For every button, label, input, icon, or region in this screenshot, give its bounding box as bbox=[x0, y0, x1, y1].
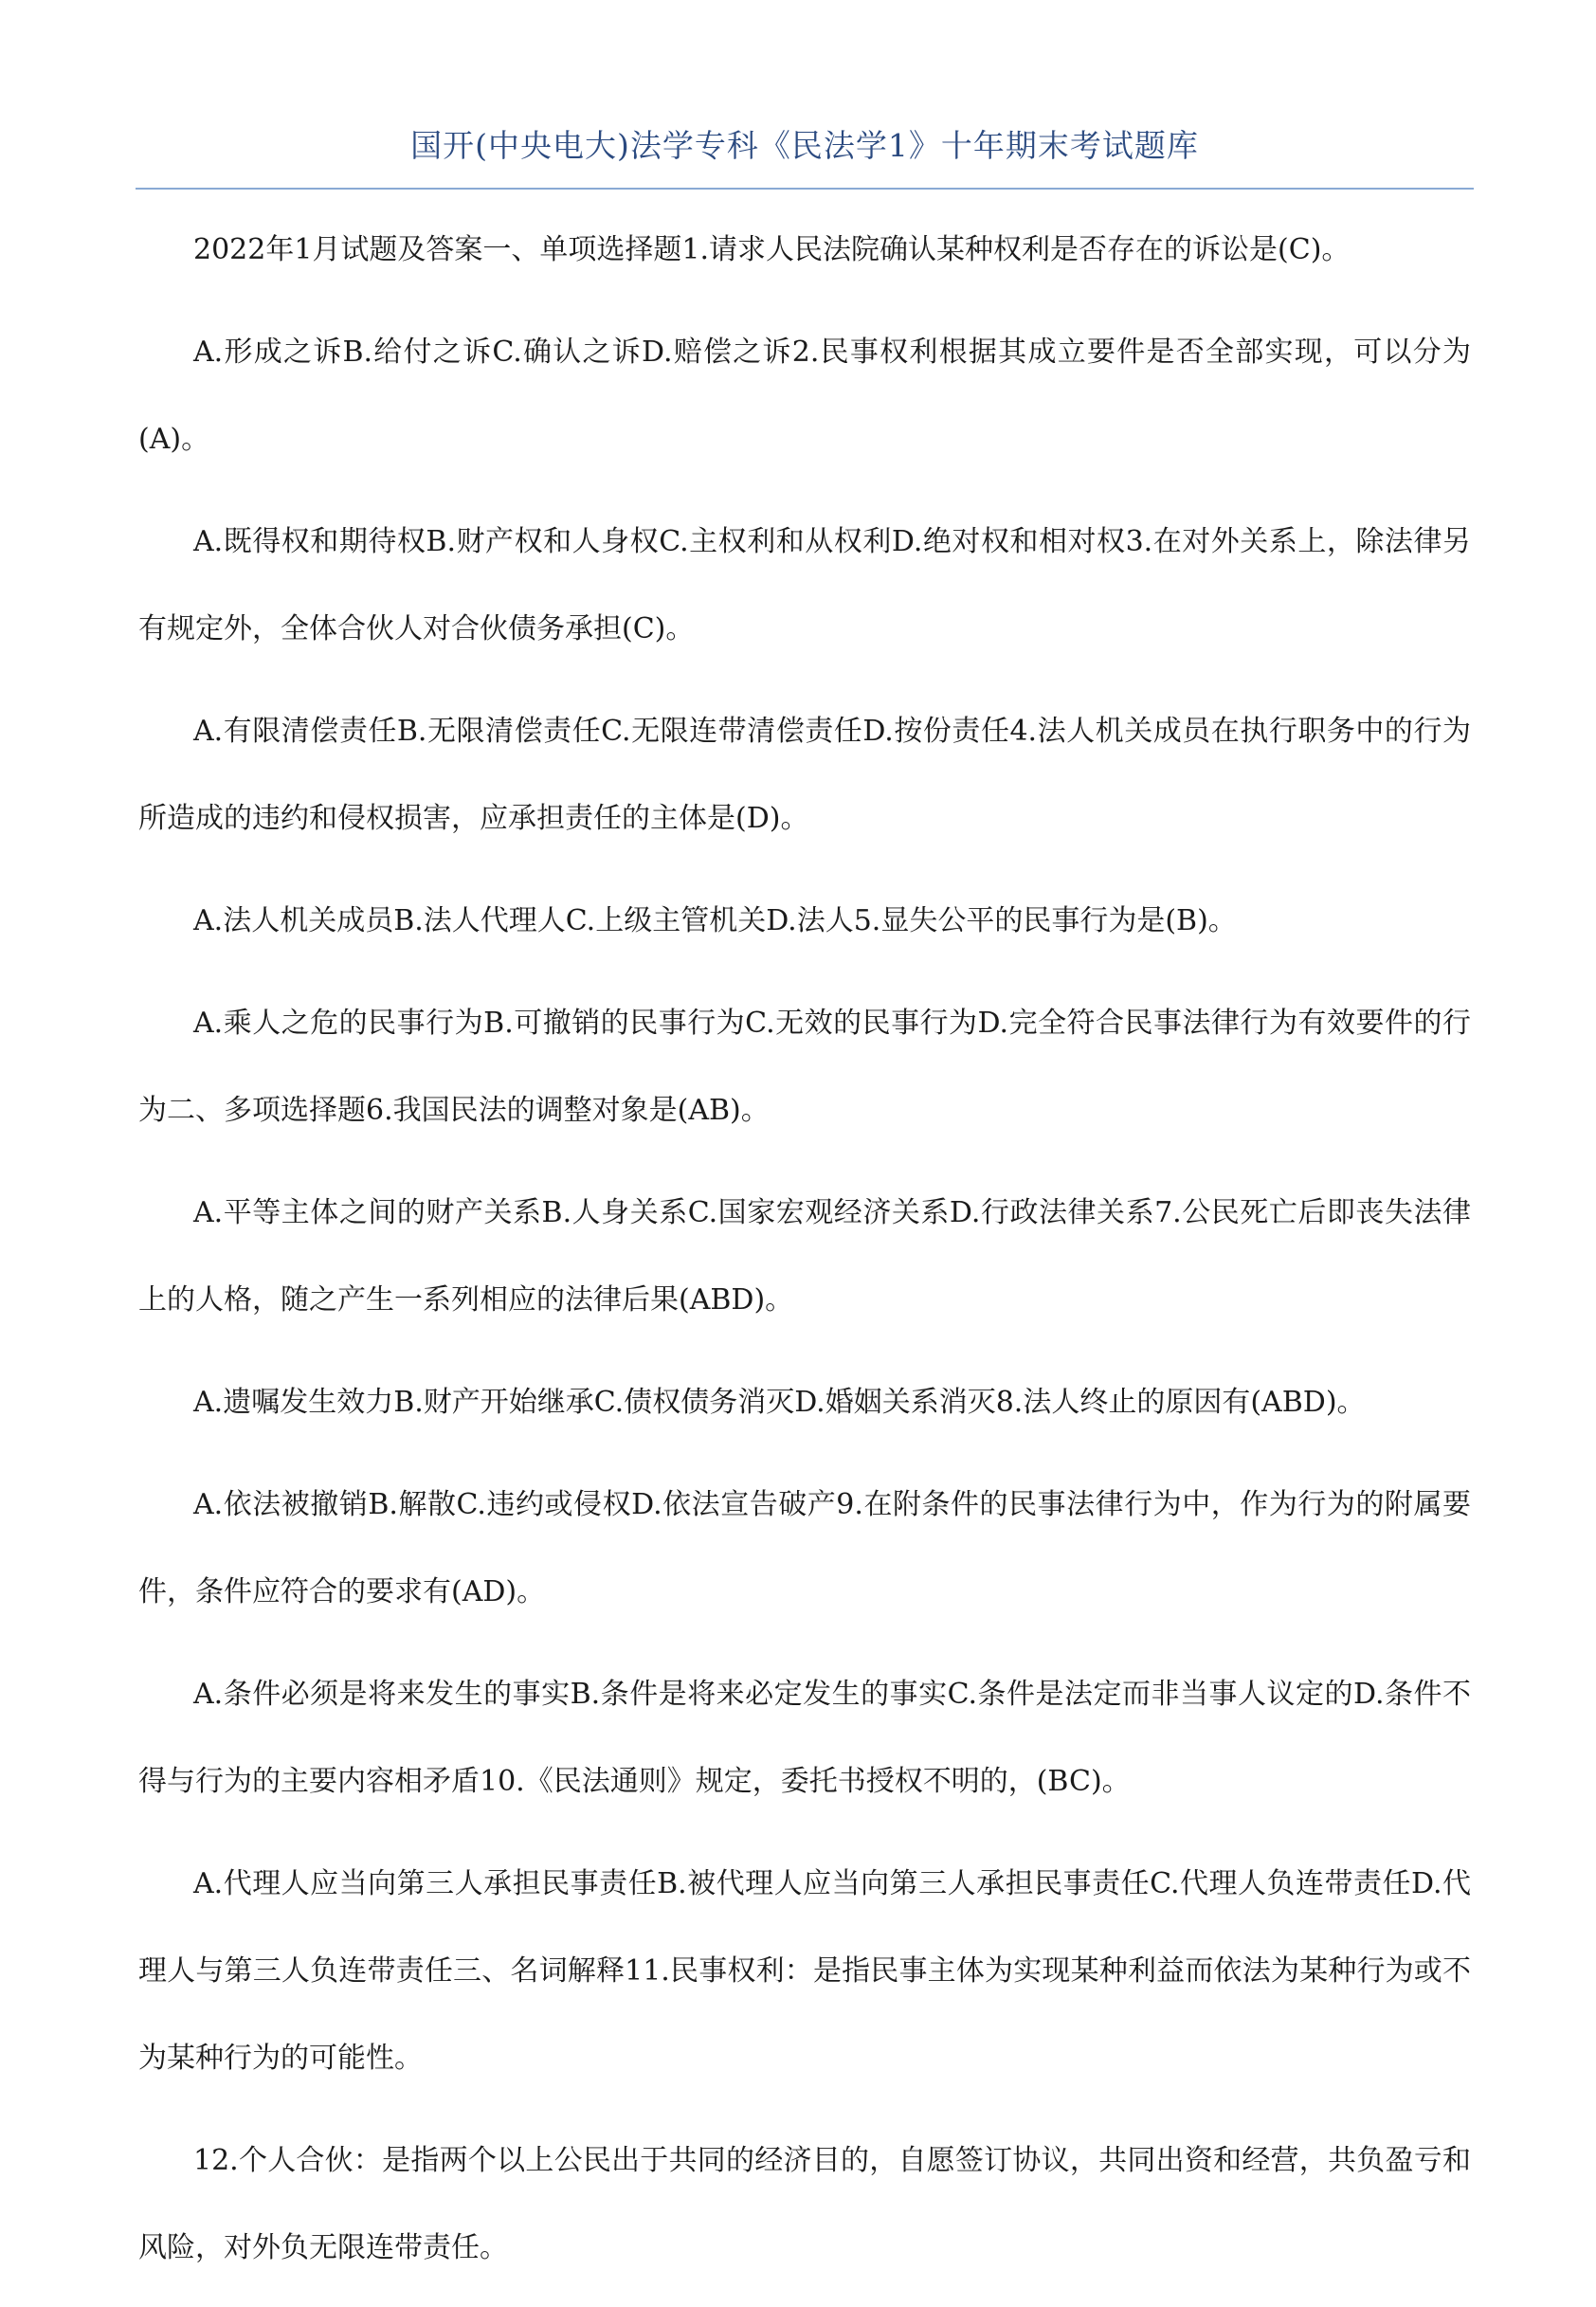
paragraph: 2022年1月试题及答案一、单项选择题1.请求人民法院确认某种权利是否存在的诉讼是(C)。 bbox=[193, 233, 1351, 266]
paragraph: 12.个人合伙：是指两个以上公民出于共同的经济目的，自愿签订协议，共同出资和经营，共负盈亏和风险，对外负无限连带责任。 bbox=[138, 2144, 1471, 2264]
paragraph: A.平等主体之间的财产关系B.人身关系C.国家宏观经济关系D.行政法律关系7.公民死亡后即丧失法律上的人格，随之产生一系列相应的法律后果(ABD)。 bbox=[138, 1196, 1471, 1317]
paragraph: A.依法被撤销B.解散C.违约或侵权D.依法宣告破产9.在附条件的民事法律行为中，作为行为的附属要件，条件应符合的要求有(AD)。 bbox=[138, 1488, 1471, 1608]
paragraph: A.条件必须是将来发生的事实B.条件是将来必定发生的事实C.条件是法定而非当事人议定的D.条件不得与行为的主要内容相矛盾10.《民法通则》规定，委托书授权不明的，(BC)。 bbox=[138, 1678, 1471, 1798]
paragraph: A.遗嘱发生效力B.财产开始继承C.债权债务消灭D.婚姻关系消灭8.法人终止的原因有(ABD)。 bbox=[193, 1386, 1366, 1419]
paragraph: A.形成之诉B.给付之诉C.确认之诉D.赔偿之诉2.民事权利根据其成立要件是否全部实现，可以分为(A)。 bbox=[138, 336, 1471, 456]
paragraph: A.乘人之危的民事行为B.可撤销的民事行为C.无效的民事行为D.完全符合民事法律行为有效要件的行为二、多项选择题6.我国民法的调整对象是(AB)。 bbox=[138, 1007, 1471, 1127]
document-header bbox=[136, 121, 1474, 171]
paragraph: A.既得权和期待权B.财产权和人身权C.主权利和从权利D.绝对权和相对权3.在对外关系上，除法律另有规定外，全体合伙人对合伙债务承担(C)。 bbox=[138, 525, 1471, 645]
document-title: 国开(中央电大)法学专科《民法学1》十年期末考试题库 bbox=[410, 127, 1199, 164]
header-divider bbox=[136, 188, 1474, 190]
document-body bbox=[138, 207, 1471, 2307]
paragraph: A.有限清偿责任B.无限清偿责任C.无限连带清偿责任D.按份责任4.法人机关成员在执行职务中的行为所造成的违约和侵权损害，应承担责任的主体是(D)。 bbox=[138, 715, 1471, 835]
paragraph: A.法人机关成员B.法人代理人C.上级主管机关D.法人5.显失公平的民事行为是(B)。 bbox=[193, 904, 1237, 937]
paragraph: A.代理人应当向第三人承担民事责任B.被代理人应当向第三人承担民事责任C.代理人负连带责任D.代理人与第三人负连带责任三、名词解释11.民事权利：是指民事主体为实现某种利益而依法为某种行为或不为某种行为的可能性。 bbox=[138, 1867, 1471, 2075]
